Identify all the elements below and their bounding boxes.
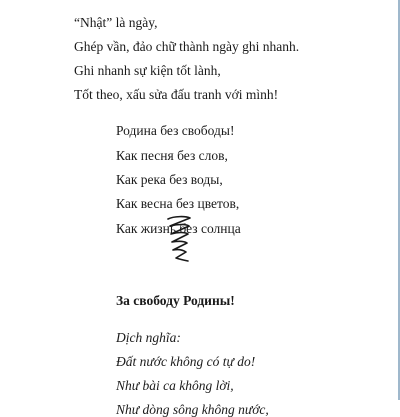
vn-poem-line-4: Tốt theo, xấu sửa đấu tranh với mình! [74, 87, 279, 102]
translation-line-3: Như dòng sông không nước, [116, 402, 269, 417]
vn-poem-line-2: Ghép vần, đảo chữ thành ngày ghi nhanh. [74, 39, 300, 54]
ru-poem-line-2: Как песня без слов, [116, 148, 228, 163]
ru-poem-line-3: Как река без воды, [116, 172, 223, 187]
squiggle-ornament-icon [164, 214, 194, 264]
ru-poem-closing: За свободу Родины! [116, 293, 235, 308]
translation-heading: Dịch nghĩa: [116, 330, 181, 345]
translation-line-2: Như bài ca không lời, [116, 378, 234, 393]
vn-poem-line-3: Ghi nhanh sự kiện tốt lành, [74, 63, 221, 78]
translation-line-1: Đất nước không có tự do! [116, 354, 256, 369]
vn-poem-line-1: “Nhật” là ngày, [74, 15, 158, 30]
ru-poem-line-5: Как жизнь без солнца [116, 221, 241, 236]
ru-poem-line-1: Родина без свободы! [116, 123, 235, 138]
ru-poem-line-4: Как весна без цветов, [116, 196, 240, 211]
